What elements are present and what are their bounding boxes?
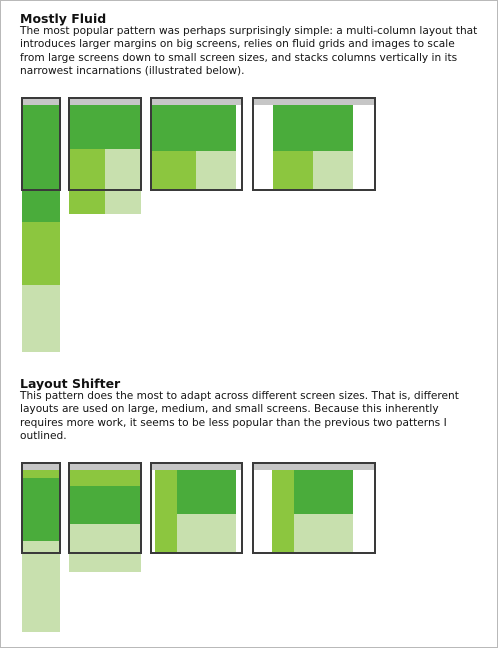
- device-viewport-frame: [150, 97, 243, 191]
- section-text-layout-shifter: This pattern does the most to adapt across different screen sizes. That is, different layouts are used on large, medium, and small screens. Because this inherently requires more work, it seems to be less popular than the previous two patterns I outlined.: [20, 390, 459, 442]
- secondary-column-block: [22, 222, 60, 285]
- device-viewport-frame: [150, 462, 243, 554]
- section-text-mostly-fluid: The most popular pattern was perhaps surprisingly simple: a multi-column layout that introduces larger margins on big screens, relies on fluid grids and images to scale from large screens down to small screen sizes, and stacks columns vertically in its narrowest incarnations (illustrated below).: [20, 25, 478, 77]
- device-viewport-frame: [68, 462, 142, 554]
- device-viewport-frame: [21, 462, 61, 554]
- device-viewport-frame: [21, 97, 61, 191]
- device-viewport-frame: [252, 462, 376, 554]
- device-viewport-frame: [68, 97, 142, 191]
- tertiary-column-block: [22, 541, 60, 632]
- tertiary-column-block: [22, 285, 60, 352]
- device-viewport-frame: [252, 97, 376, 191]
- section-title-mostly-fluid: Mostly Fluid: [20, 11, 107, 26]
- section-title-layout-shifter: Layout Shifter: [20, 376, 121, 391]
